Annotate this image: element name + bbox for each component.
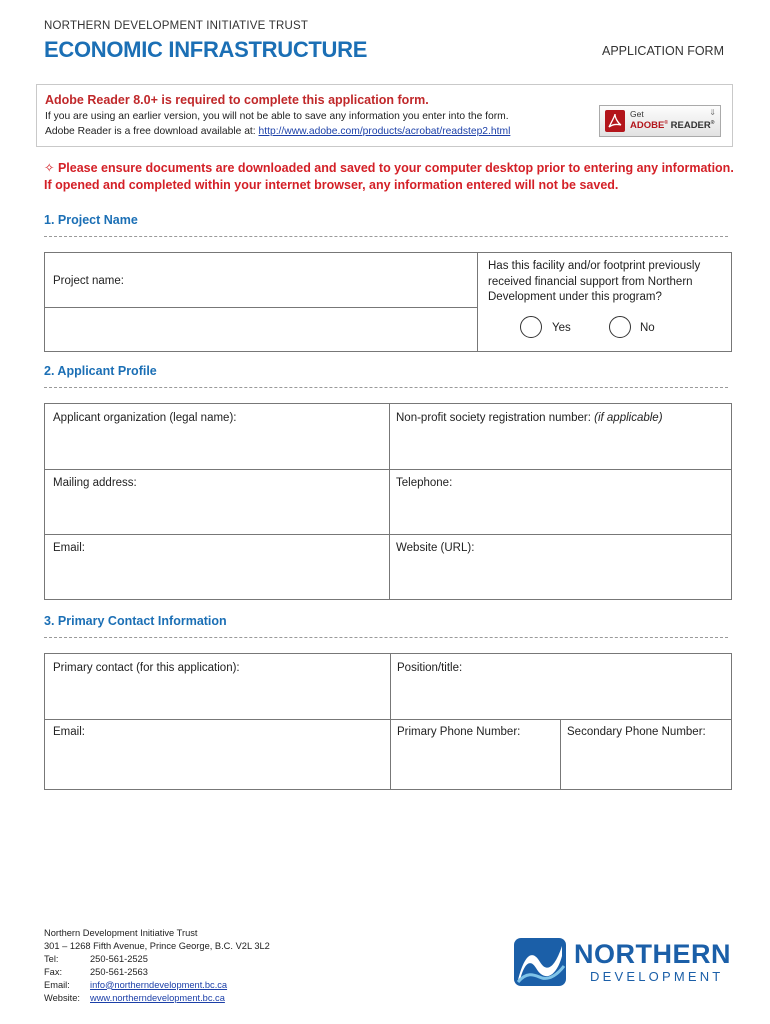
no-label: No (640, 322, 655, 334)
primary-contact-table (44, 653, 732, 790)
footer-fax-row (44, 966, 270, 979)
footer-email-label: Email: (44, 979, 70, 990)
northern-development-logo-mark-icon (512, 936, 568, 988)
website-input[interactable] (390, 559, 731, 599)
section-3-title: 3. Primary Contact Information (44, 614, 227, 628)
warning-line-2: If opened and completed within your internet browser, any information entered will not be saved. (44, 178, 619, 192)
registration-label-note: (if applicable) (594, 412, 663, 424)
footer-fax: 250-561-2563 (90, 966, 148, 977)
section-1-title: 1. Project Name (44, 213, 138, 227)
project-name-input[interactable] (45, 308, 477, 352)
secondary-phone-label: Secondary Phone Number: (567, 726, 706, 738)
badge-reader-text: READER (670, 120, 711, 132)
question-line: Has this facility and/or footprint previously (488, 260, 701, 272)
no-radio[interactable] (609, 316, 631, 338)
org-name-input[interactable] (45, 429, 388, 468)
question-line: received financial support from Northern (488, 275, 693, 288)
primary-contact-label: Primary contact (for this application): (53, 662, 240, 674)
badge-product-text: ADOBE® READER® (630, 120, 715, 132)
project-name-label: Project name: (53, 275, 124, 287)
registration-label-text: Non-profit society registration number: (396, 412, 595, 424)
mailing-address-label: Mailing address: (53, 477, 137, 489)
logo-name: NORTHERN (574, 939, 731, 969)
warning-text-1: Please ensure documents are downloaded and saved to your computer desktop prior to entering any information. (57, 161, 734, 175)
applicant-profile-table (44, 403, 732, 600)
footer-email-link[interactable]: info@northerndevelopment.bc.ca (90, 979, 228, 990)
notice-text: If you are using an earlier version, you will not be able to save any information you enter into the form. (45, 111, 509, 122)
footer-org: Northern Development Initiative Trust (44, 928, 198, 938)
footer-website-link[interactable]: www.northerndevelopment.bc.ca (90, 992, 225, 1003)
telephone-input[interactable] (390, 494, 731, 533)
question-line: Development under this program? (488, 291, 662, 303)
telephone-label: Telephone: (396, 477, 453, 489)
warning-line-1 (44, 160, 734, 175)
form-type-label: APPLICATION FORM (601, 44, 724, 58)
footer-tel-row (44, 953, 270, 966)
secondary-phone-input[interactable] (561, 744, 731, 789)
notice-download-prefix: Adobe Reader is a free download available at: (45, 126, 259, 137)
adobe-download-link[interactable]: http://www.adobe.com/products/acrobat/readstep2.html (258, 126, 511, 137)
project-name-table (44, 252, 732, 352)
position-title-input[interactable] (391, 679, 731, 718)
badge-get-text: Get (630, 109, 644, 119)
badge-adobe-text: ADOBE (630, 120, 665, 132)
footer-fax-label: Fax: (44, 966, 63, 977)
section-2-divider (44, 387, 728, 388)
primary-phone-label: Primary Phone Number: (397, 726, 521, 738)
org-name: NORTHERN DEVELOPMENT INITIATIVE TRUST (44, 20, 309, 32)
row-divider (45, 719, 731, 720)
section-3-divider (44, 637, 728, 638)
footer-address: 301 – 1268 Fifth Avenue, Prince George, B.C. V2L 3L2 (44, 940, 270, 951)
primary-phone-input[interactable] (391, 744, 559, 789)
registration-number-label (396, 412, 663, 424)
email-label: Email: (53, 542, 85, 554)
get-adobe-reader-button[interactable] (599, 105, 721, 137)
row-divider (45, 469, 731, 470)
northern-development-logo (512, 936, 732, 988)
star-icon: ✧ (44, 161, 55, 175)
row-divider (45, 307, 477, 308)
primary-contact-input[interactable] (45, 679, 389, 718)
footer-website-label: Website: (44, 992, 80, 1003)
logo-subtitle: DEVELOPMENT (590, 969, 724, 984)
yes-label: Yes (552, 322, 571, 334)
download-arrow-icon: ⇓ (709, 108, 716, 117)
section-1-divider (44, 236, 728, 237)
footer-tel: 250-561-2525 (90, 953, 148, 964)
column-divider (477, 253, 478, 351)
footer-email-row (44, 979, 270, 992)
email-input[interactable] (45, 559, 388, 599)
prior-support-question (488, 259, 700, 306)
adobe-logo-icon (605, 110, 625, 132)
adobe-notice-box (36, 84, 733, 147)
contact-email-input[interactable] (45, 744, 389, 789)
page-title: ECONOMIC INFRASTRUCTURE (44, 37, 368, 62)
org-name-label: Applicant organization (legal name): (53, 412, 237, 424)
position-title-label: Position/title: (397, 662, 463, 674)
contact-email-label: Email: (53, 726, 85, 738)
section-2-title: 2. Applicant Profile (44, 364, 157, 378)
registration-number-input[interactable] (390, 429, 731, 468)
footer-tel-label: Tel: (44, 953, 59, 964)
notice-download-text (45, 126, 510, 137)
notice-heading: Adobe Reader 8.0+ is required to complete this application form. (45, 93, 429, 107)
footer-contact-block (44, 927, 270, 1004)
row-divider (45, 534, 731, 535)
mailing-address-input[interactable] (45, 494, 388, 533)
footer-website-row (44, 992, 270, 1005)
website-label: Website (URL): (396, 542, 475, 554)
yes-radio[interactable] (520, 316, 542, 338)
